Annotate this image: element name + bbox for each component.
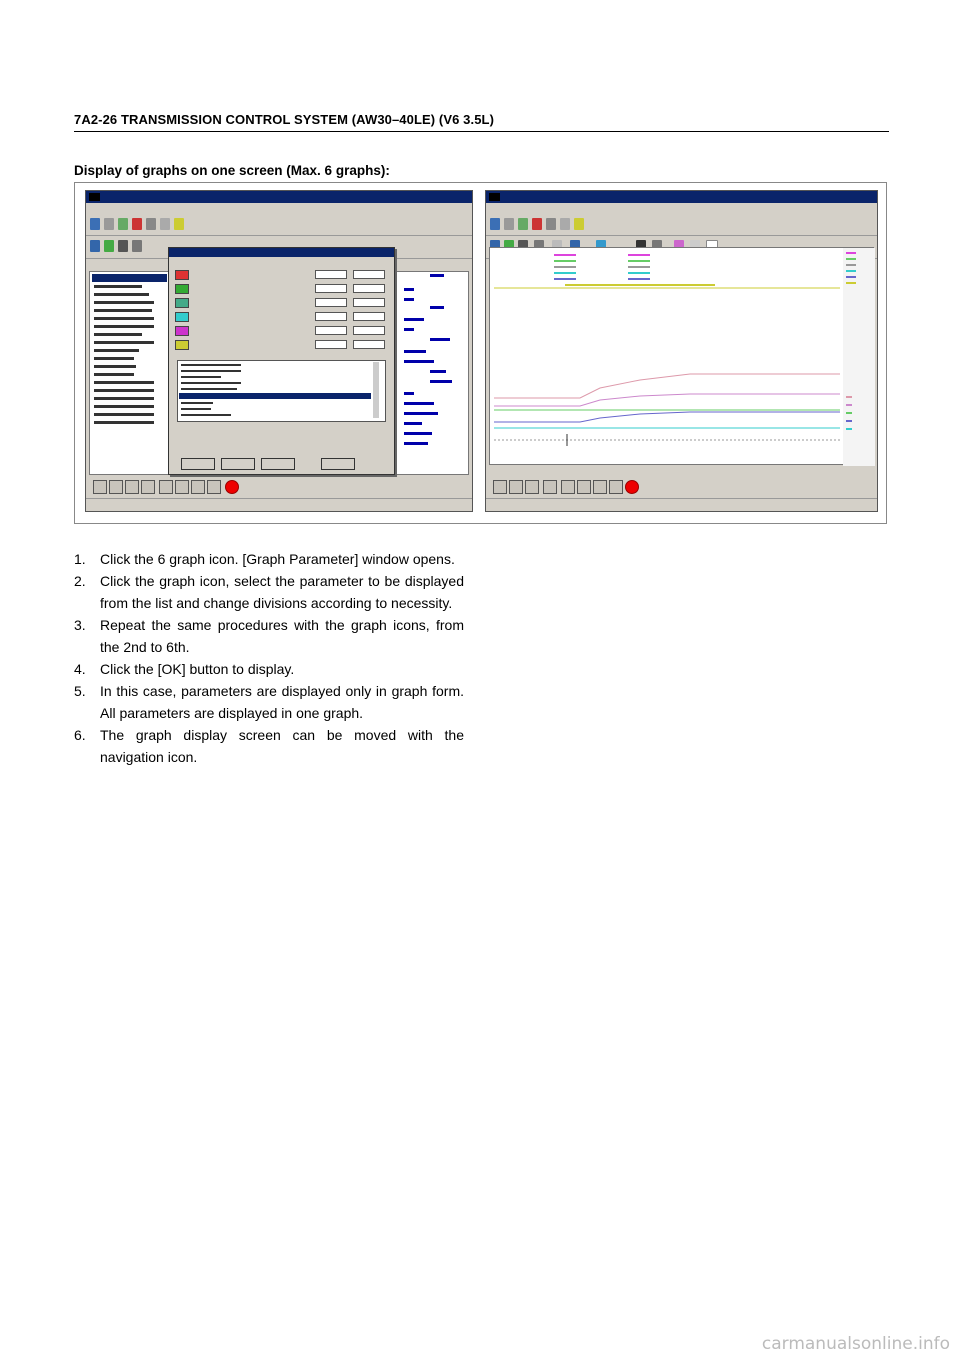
step-text: Repeat the same procedures with the graph icons, from the 2nd to 6th. [100, 617, 464, 655]
step-text: In this case, parameters are displayed only in graph form. All parameters are displayed in one graph. [100, 683, 464, 721]
step-text: Click the graph icon, select the parameter to be displayed from the list and change divisions according to necessity. [100, 573, 464, 611]
cancel-button[interactable] [221, 458, 255, 470]
nav-first-icon[interactable] [493, 480, 507, 494]
folder-icon [490, 218, 500, 230]
graph-color-chip [175, 270, 189, 280]
step-2 [74, 570, 464, 614]
graph-plot [490, 248, 875, 466]
nav-back-icon[interactable] [125, 480, 139, 494]
tool-icon [146, 218, 156, 230]
menu-bar [486, 203, 877, 215]
ok-button[interactable] [181, 458, 215, 470]
section-subtitle: Display of graphs on one screen (Max. 6 graphs): [74, 163, 390, 178]
nav-forward-icon[interactable] [191, 480, 205, 494]
graph-color-chip [175, 284, 189, 294]
graph-icon [90, 240, 100, 252]
graph-parameter-dialog [168, 247, 395, 475]
step-number: 6. [74, 727, 86, 743]
view-all-button[interactable] [261, 458, 295, 470]
screenshot-figure [74, 182, 887, 524]
nav-first-icon[interactable] [93, 480, 107, 494]
print-icon [104, 218, 114, 230]
graph-color-chip [175, 312, 189, 322]
toolbar-top [86, 215, 472, 236]
nav-next-icon[interactable] [175, 480, 189, 494]
step-number: 2. [74, 573, 86, 589]
graph-color-chip [175, 326, 189, 336]
graph-color-chip [175, 340, 189, 350]
record-icon[interactable] [625, 480, 639, 494]
parameter-list-text [92, 274, 167, 450]
step-number: 3. [74, 617, 86, 633]
graph-color-chip [175, 298, 189, 308]
tool-icon [560, 218, 570, 230]
value-column [402, 274, 468, 450]
nav-next-icon[interactable] [577, 480, 591, 494]
tool-icon [174, 218, 184, 230]
step-1 [74, 548, 464, 570]
nav-last-icon[interactable] [207, 480, 221, 494]
step-text: The graph display screen can be moved with the navigation icon. [100, 727, 464, 765]
navigation-bar [489, 477, 874, 497]
help-button[interactable] [321, 458, 355, 470]
nav-stop-icon[interactable] [543, 480, 557, 494]
step-text: Click the [OK] button to display. [100, 661, 295, 677]
window-titlebar [86, 191, 472, 203]
graph-display-screenshot [485, 190, 878, 512]
status-bar [486, 498, 877, 511]
tool-icon [118, 218, 128, 230]
nav-prev-icon[interactable] [509, 480, 523, 494]
step-text: Click the 6 graph icon. [Graph Parameter] window opens. [100, 551, 455, 567]
header-rule [74, 131, 889, 132]
nav-back-icon[interactable] [525, 480, 539, 494]
nav-play-icon[interactable] [159, 480, 173, 494]
step-number: 1. [74, 551, 86, 567]
graph-icon [132, 240, 142, 252]
graph-parameter-screenshot [85, 190, 473, 512]
record-icon[interactable] [225, 480, 239, 494]
nav-forward-icon[interactable] [593, 480, 607, 494]
watermark: carmanualsonline.info [761, 1334, 950, 1354]
tool-icon [518, 218, 528, 230]
tool-icon [546, 218, 556, 230]
step-6 [74, 724, 464, 768]
graph-icon [104, 240, 114, 252]
tool-icon [574, 218, 584, 230]
toolbar-top [486, 215, 877, 236]
print-icon [504, 218, 514, 230]
step-5 [74, 680, 464, 724]
nav-play-icon[interactable] [561, 480, 575, 494]
dialog-parameter-list [177, 360, 386, 422]
stop-icon [132, 218, 142, 230]
page-header: 7A2-26 TRANSMISSION CONTROL SYSTEM (AW30–40LE) (V6 3.5L) [74, 112, 494, 127]
graph-display-area [489, 247, 874, 465]
navigation-bar [89, 477, 469, 497]
tool-icon [160, 218, 170, 230]
nav-prev-icon[interactable] [109, 480, 123, 494]
procedure-steps [74, 548, 464, 768]
status-bar [86, 498, 472, 511]
step-number: 5. [74, 683, 86, 699]
dialog-titlebar [169, 248, 394, 257]
window-titlebar [486, 191, 877, 203]
step-3 [74, 614, 464, 658]
graph-icon [118, 240, 128, 252]
step-number: 4. [74, 661, 86, 677]
step-4 [74, 658, 464, 680]
menu-bar [86, 203, 472, 215]
stop-icon [532, 218, 542, 230]
folder-icon [90, 218, 100, 230]
nav-last-icon[interactable] [609, 480, 623, 494]
nav-stop-icon[interactable] [141, 480, 155, 494]
